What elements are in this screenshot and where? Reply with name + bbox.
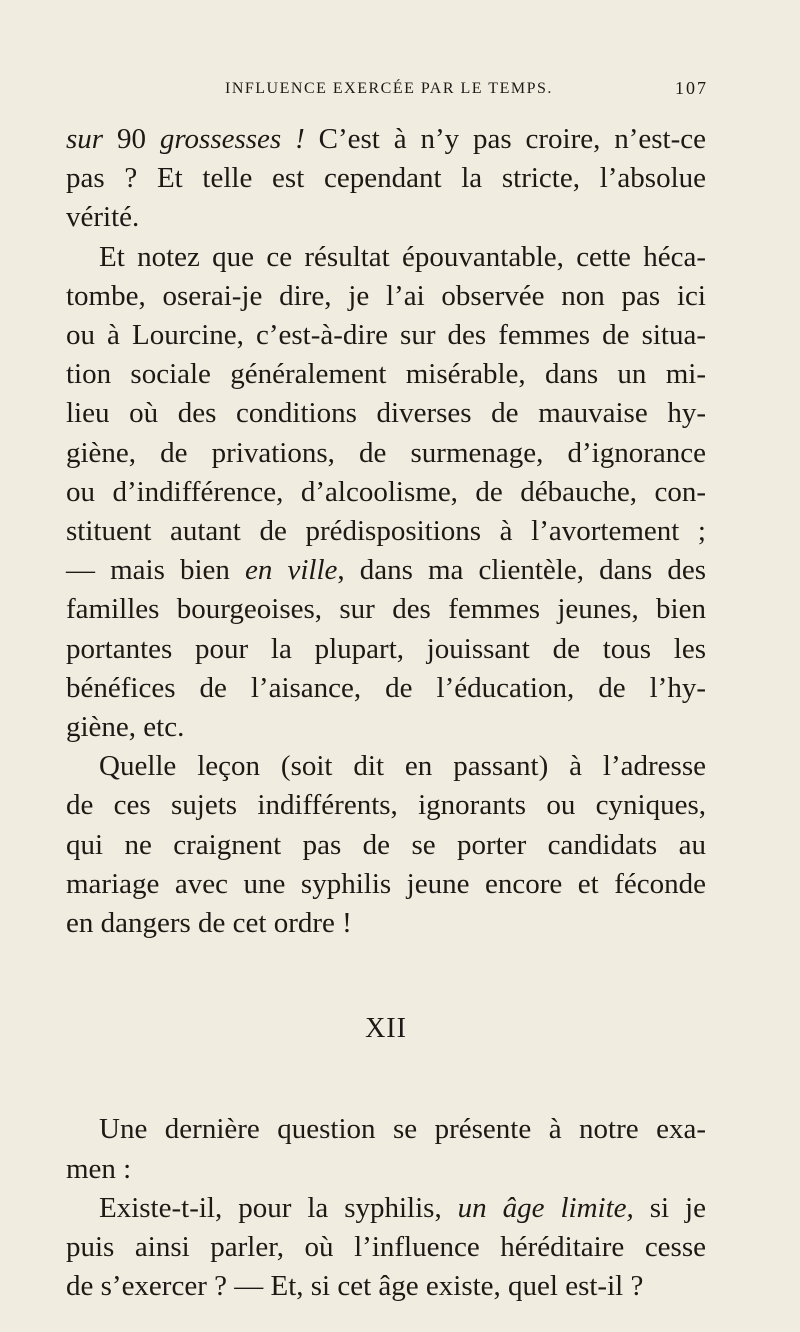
text-line: tion sociale généralement misérable, dans un mi- [66,358,706,391]
text-line: tombe, oserai-je dire, je l’ai observée non pas ici [66,279,706,312]
paragraph-4 [66,1110,706,1188]
text-line: bénéfices de l’aisance, de l’éducation, de l’hy- [66,671,706,704]
text-line: men : [66,1152,132,1185]
text-line: de s’exercer ? — Et, si cet âge existe, quel est-il ? [66,1270,644,1303]
text-line: Existe-t-il, pour la syphilis, un âge limite, si je [99,1191,706,1224]
paragraph-5 [66,1189,706,1307]
text-line: ou à Lourcine, c’est-à-dire sur des femmes de situa- [66,319,706,352]
running-title: INFLUENCE EXERCÉE PAR LE TEMPS. [225,80,553,97]
text-line: pas ? Et telle est cependant la stricte, l’absolue [66,162,706,195]
paragraph-3 [66,747,706,943]
page-number: 107 [675,78,708,98]
text-line: mariage avec une syphilis jeune encore et féconde [66,867,706,900]
text-line: puis ainsi parler, où l’influence héréditaire cesse [66,1231,706,1264]
paragraph-1 [66,120,706,238]
paragraph-2 [66,238,706,748]
text-line: — mais bien en ville, dans ma clientèle, dans des [66,554,706,587]
text-line: sur 90 grossesses ! C’est à n’y pas croire, n’est-ce [66,123,707,155]
text-line: portantes pour la plupart, jouissant de tous les [66,632,706,665]
text-line: ou d’indifférence, d’alcoolisme, de débauche, con- [66,475,706,508]
text-line: Quelle leçon (soit dit en passant) à l’adresse [99,750,706,783]
text-line: de ces sujets indifférents, ignorants ou cyniques, [66,789,706,822]
text-line: Et notez que ce résultat épouvantable, cette héca- [99,240,706,273]
body-text [66,120,706,1306]
section-heading: XII [365,1013,407,1045]
text-line: Une dernière question se présente à notre exa- [99,1113,706,1146]
text-line: giène, etc. [66,711,185,744]
text-line: stituent autant de prédispositions à l’avortement ; [66,515,706,548]
text-line: familles bourgeoises, sur des femmes jeunes, bien [66,593,706,626]
text-line: lieu où des conditions diverses de mauvaise hy- [66,397,706,430]
text-line: qui ne craignent pas de se porter candidats au [66,828,706,861]
text-line: giène, de privations, de surmenage, d’ignorance [66,436,706,469]
text-line: en dangers de cet ordre ! [66,907,352,940]
text-line: vérité. [66,201,140,234]
